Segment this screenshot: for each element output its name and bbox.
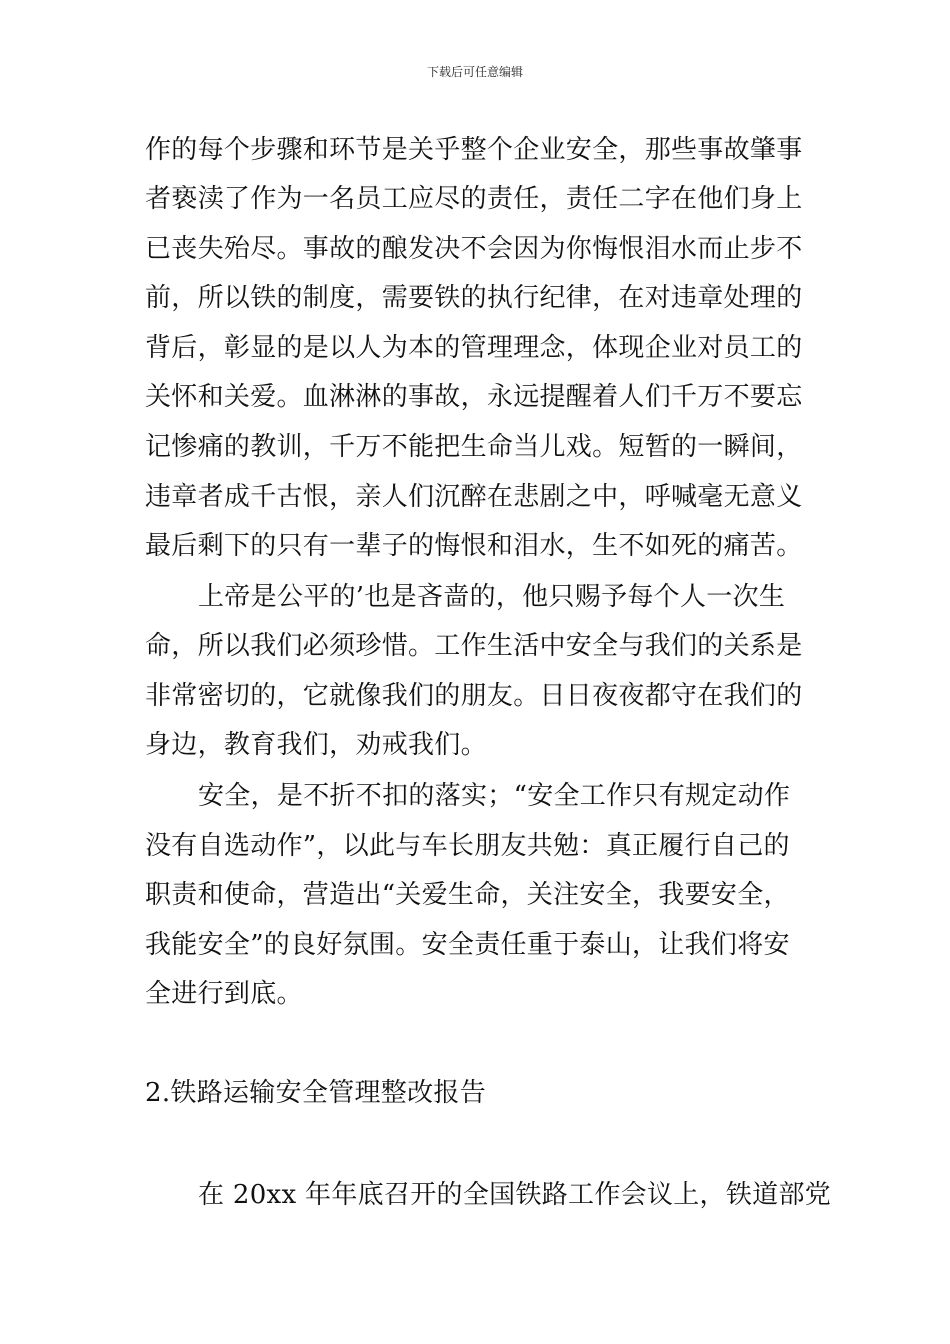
text-line: 没有自选动作”，以此与车长朋友共勉：真正履行自己的 <box>145 831 790 861</box>
text-line: 已丧失殆尽。事故的酿发决不会因为你悔恨泪水而止步不 <box>145 234 803 264</box>
text-line: 记惨痛的教训，千万不能把生命当儿戏。短暂的一瞬间， <box>145 432 803 462</box>
text-line: 作的每个步骤和环节是关乎整个企业安全，那些事故肇事 <box>145 135 803 165</box>
text-line: 违章者成千古恨，亲人们沉醉在悲剧之中，呼喊毫无意义 <box>145 482 803 512</box>
text-line: 命，所以我们必须珍惜。工作生活中安全与我们的关系是 <box>145 631 803 661</box>
text-line: 职责和使命，营造出“关爱生命，关注安全，我要安全， <box>145 880 790 910</box>
text-line: 上帝是公平的’也是吝啬的，他只赐予每个人一次生 <box>198 582 786 612</box>
text-line: 身边，教育我们，劝戒我们。 <box>145 730 487 760</box>
page-header-note: 下载后可任意编辑 <box>426 65 523 79</box>
text-line: 全进行到底。 <box>145 979 303 1009</box>
text-line: 关怀和关爱。血淋淋的事故，永远提醒着人们千万不要忘 <box>145 382 803 412</box>
text-line: 最后剩下的只有一辈子的悔恨和泪水，生不如死的痛苦。 <box>145 531 803 561</box>
text-line: 安全，是不折不扣的落实；“安全工作只有规定动作 <box>198 781 791 811</box>
text-line: 非常密切的，它就像我们的朋友。日日夜夜都守在我们的 <box>145 681 803 711</box>
section-heading: 2.铁路运输安全管理整改报告 <box>145 1078 487 1108</box>
text-line: 背后，彰显的是以人为本的管理理念，体现企业对员工的 <box>145 333 803 363</box>
text-line: 前，所以铁的制度，需要铁的执行纪律，在对违章处理的 <box>145 283 803 313</box>
text-line: 者亵渎了作为一名员工应尽的责任，责任二字在他们身上 <box>145 184 803 214</box>
text-line: 我能安全”的良好氛围。安全责任重于泰山，让我们将安 <box>145 930 790 960</box>
paragraph-4-line: 在 20xx 年年底召开的全国铁路工作会议上，铁道部党 <box>198 1180 832 1210</box>
